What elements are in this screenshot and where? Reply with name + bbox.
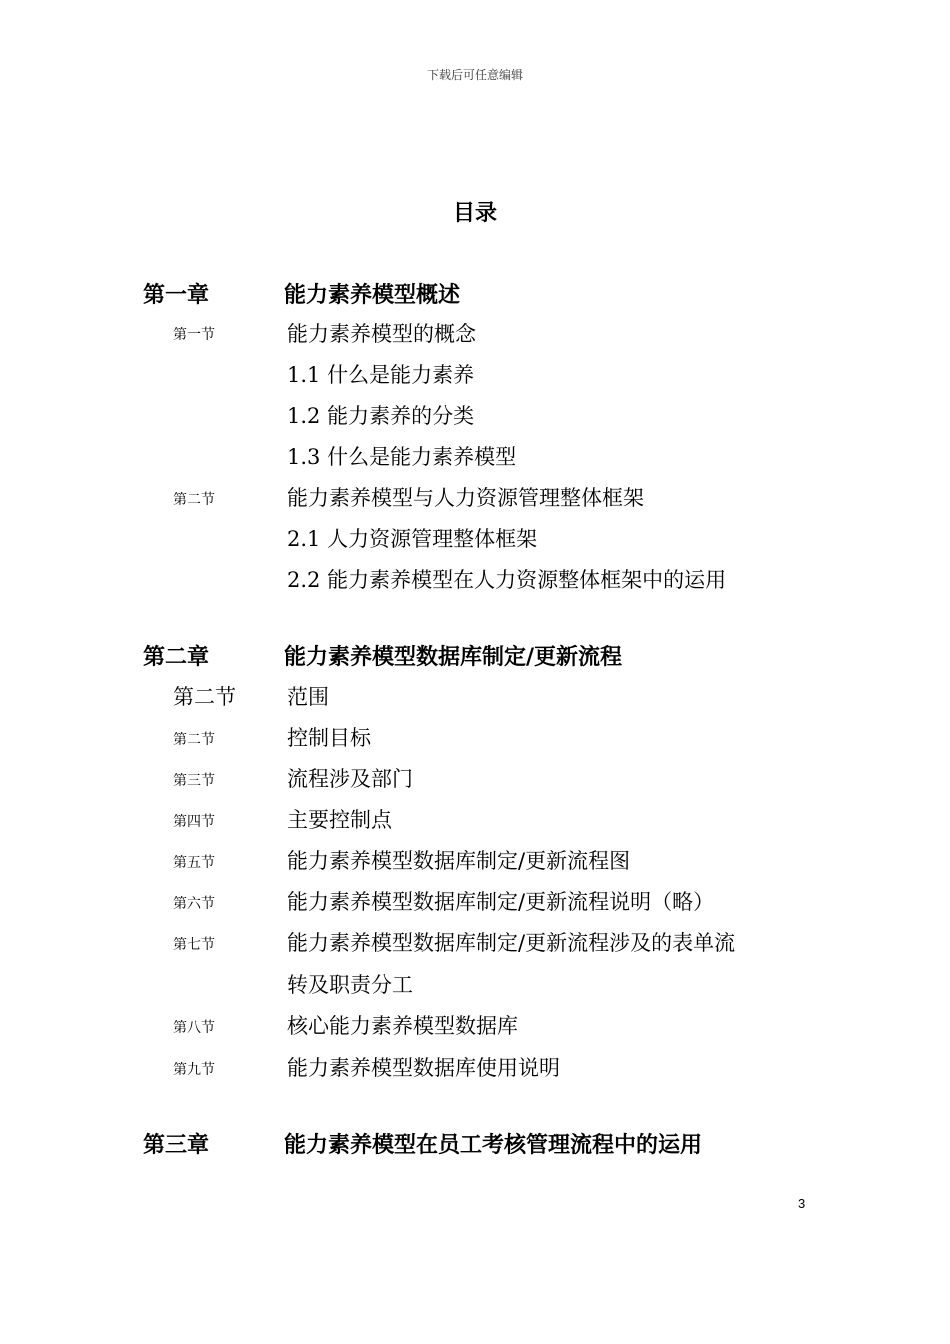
chapter-1-label[interactable]: 第一章: [143, 283, 210, 308]
section-1-2-title[interactable]: 能力素养模型与人力资源管理整体框架: [287, 486, 644, 510]
item-text: 人力资源管理整体框架: [327, 527, 538, 551]
section-2-5-label: 第五节: [173, 855, 215, 871]
section-2-6-label: 第六节: [173, 896, 215, 912]
item-number: 2.1: [287, 527, 321, 551]
toc-title: 目录: [452, 201, 497, 226]
section-2-3-title[interactable]: 流程涉及部门: [287, 767, 413, 791]
item-text: 能力素养的分类: [327, 404, 475, 428]
item-number: 1.3: [287, 445, 321, 469]
item-text: 能力素养模型在人力资源整体框架中的运用: [327, 568, 727, 592]
section-1-2-label: 第二节: [173, 492, 215, 508]
section-2-7-title-line2[interactable]: 转及职责分工: [287, 973, 413, 997]
chapter-3-label[interactable]: 第三章: [143, 1133, 210, 1158]
item-number: 1.1: [287, 363, 321, 387]
section-2-4-title[interactable]: 主要控制点: [287, 808, 392, 832]
toc-item-1-2[interactable]: [287, 400, 474, 430]
section-2-3-label: 第三节: [173, 773, 215, 789]
chapter-1-title[interactable]: 能力素养模型概述: [284, 283, 461, 308]
section-2-6-title[interactable]: 能力素养模型数据库制定/更新流程说明（略）: [287, 890, 715, 914]
section-1-1-label: 第一节: [173, 327, 215, 343]
toc-item-2-2[interactable]: [287, 564, 726, 594]
section-2-9-title[interactable]: 能力素养模型数据库使用说明: [287, 1056, 560, 1080]
item-number: 2.2: [287, 568, 321, 592]
section-2-b-title[interactable]: 控制目标: [287, 726, 371, 750]
section-1-1-title[interactable]: 能力素养模型的概念: [287, 322, 476, 346]
page-header: 下载后可任意编辑: [426, 68, 523, 82]
page-number: 3: [798, 1196, 806, 1211]
section-2-8-title[interactable]: 核心能力素养模型数据库: [287, 1014, 518, 1038]
section-2-7-title-line1[interactable]: 能力素养模型数据库制定/更新流程涉及的表单流: [287, 931, 736, 955]
toc-item-1-3[interactable]: [287, 441, 516, 471]
chapter-3-title[interactable]: 能力素养模型在员工考核管理流程中的运用: [284, 1133, 703, 1158]
chapter-2-title[interactable]: 能力素养模型数据库制定/更新流程: [284, 645, 623, 670]
section-2-8-label: 第八节: [173, 1020, 215, 1036]
section-2-7-label: 第七节: [173, 937, 215, 953]
section-2-9-label: 第九节: [173, 1062, 215, 1078]
toc-item-2-1[interactable]: [287, 523, 537, 553]
section-2-a-title[interactable]: 范围: [287, 685, 329, 709]
section-2-a-label: 第二节: [173, 685, 236, 709]
item-text: 什么是能力素养: [327, 363, 475, 387]
chapter-2-label[interactable]: 第二章: [143, 645, 210, 670]
section-2-b-label: 第二节: [173, 732, 215, 748]
toc-item-1-1[interactable]: [287, 359, 474, 389]
section-2-5-title[interactable]: 能力素养模型数据库制定/更新流程图: [287, 849, 631, 873]
item-number: 1.2: [287, 404, 321, 428]
section-2-4-label: 第四节: [173, 814, 215, 830]
item-text: 什么是能力素养模型: [327, 445, 517, 469]
